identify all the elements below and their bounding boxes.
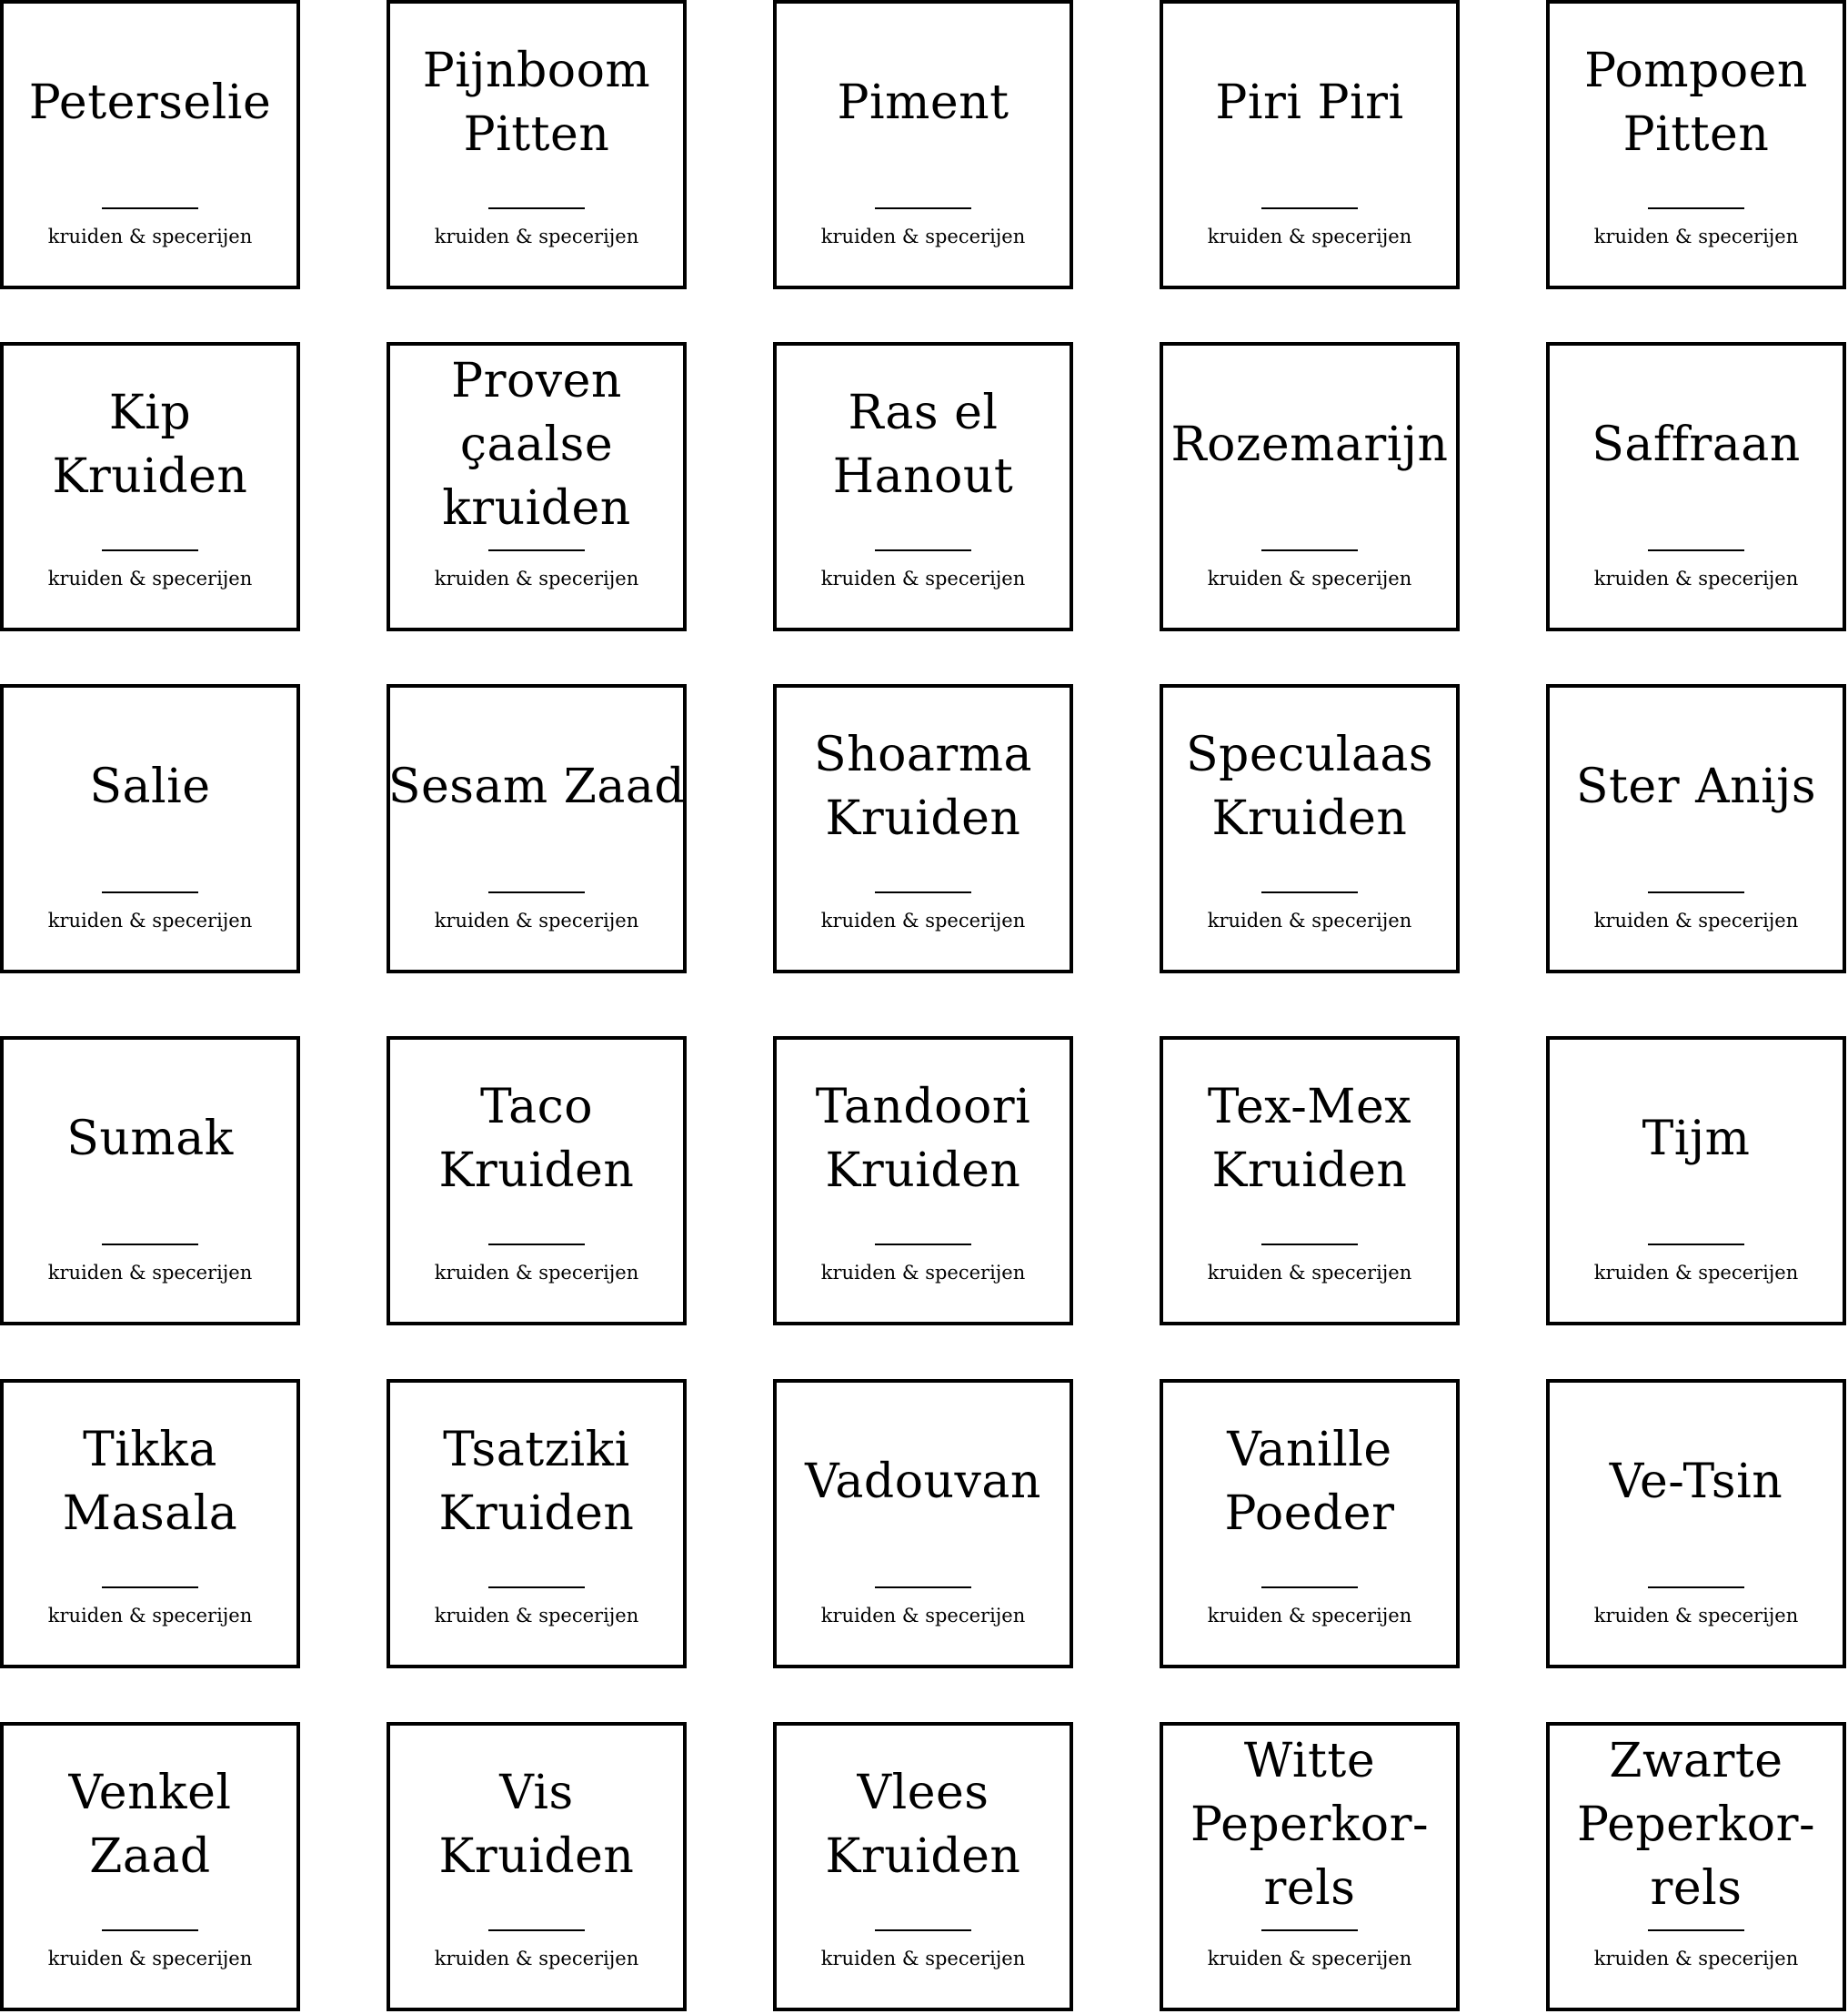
divider-line [1648,1586,1744,1588]
spice-name-line: Kruiden [1211,1143,1408,1198]
divider-line [102,207,198,209]
spice-name-area [1163,4,1456,202]
spice-name-area [4,688,296,886]
divider-line [875,1929,971,1931]
spice-label [0,0,300,289]
divider-line [1261,549,1358,551]
divider-line [488,1244,585,1245]
spice-name [438,349,635,540]
spice-name-area [777,688,1070,886]
spice-name-line: Kruiden [825,791,1021,846]
divider-line [488,549,585,551]
spice-name [63,1107,236,1171]
spice-name-line: Proven [451,354,622,408]
spice-name-line: Salie [89,760,211,814]
spice-label [0,1036,300,1325]
divider-line [488,1929,585,1931]
spice-name-line: Zwarte [1609,1734,1783,1788]
spice-label [1160,1379,1460,1668]
spice-label [387,1722,687,2011]
divider-line [102,1244,198,1245]
spice-name-line: Vanille [1227,1423,1392,1477]
spice-name-area [4,1040,296,1238]
spice-name-line: Pitten [1622,107,1770,162]
spice-label [0,684,300,973]
label-subtitle: kruiden & specerijen [47,910,253,931]
spice-name [822,1761,1025,1888]
label-subtitle: kruiden & specerijen [820,1262,1026,1284]
label-subtitle: kruiden & specerijen [820,226,1026,247]
spice-name-line: Sumak [66,1112,234,1166]
spice-name [829,381,1018,509]
spice-name-area [777,1726,1070,1924]
spice-label [1546,684,1846,973]
label-subtitle: kruiden & specerijen [434,568,639,589]
spice-label [773,0,1073,289]
divider-line [1648,207,1744,209]
spice-name [436,1075,638,1203]
spice-name-line: Sesam Zaad [387,760,686,814]
label-subtitle: kruiden & specerijen [434,1605,639,1626]
label-subtitle: kruiden & specerijen [1593,1605,1799,1626]
spice-name-line: Venkel [68,1766,232,1820]
spice-name-line: Taco [479,1080,594,1134]
divider-line [1648,1244,1744,1245]
divider-line [875,549,971,551]
label-subtitle: kruiden & specerijen [820,1605,1026,1626]
divider-line [875,207,971,209]
label-subtitle: kruiden & specerijen [1593,910,1799,931]
spice-label [773,684,1073,973]
spice-name-line: Ster Anijs [1575,760,1817,814]
divider-line [102,891,198,893]
divider-line [875,1586,971,1588]
spice-label [1160,0,1460,289]
divider-line [102,1586,198,1588]
divider-line [1648,891,1744,893]
spice-name-line: Kip [108,386,192,440]
spice-name-area [1550,1383,1843,1581]
spice-label [1546,1379,1846,1668]
label-subtitle: kruiden & specerijen [434,1262,639,1284]
spice-label [1160,1722,1460,2011]
spice-name [419,39,654,166]
spice-name-line: Vis [499,1766,574,1820]
label-subtitle: kruiden & specerijen [820,910,1026,931]
spice-label [387,0,687,289]
spice-name-area [390,1040,683,1238]
spice-name-area [1163,1383,1456,1581]
spice-name [1581,39,1812,166]
spice-name [385,755,688,819]
spice-name-line: Peterselie [28,76,272,130]
spice-name-area [1163,346,1456,544]
spice-name-area [390,1726,683,1924]
spice-label [773,1379,1073,1668]
label-subtitle: kruiden & specerijen [820,1948,1026,1969]
label-subtitle: kruiden & specerijen [47,1948,253,1969]
spice-name [436,1418,638,1546]
spice-name-line: Vlees [857,1766,989,1820]
spice-name [801,1450,1045,1514]
spice-name [1204,1075,1415,1203]
spice-name-line: Speculaas [1185,728,1434,782]
label-subtitle: kruiden & specerijen [434,226,639,247]
spice-name [436,1761,638,1888]
label-subtitle: kruiden & specerijen [47,1605,253,1626]
spice-name-line: Witte [1243,1734,1376,1788]
spice-label [1546,1722,1846,2011]
spice-name-area [4,1726,296,1924]
label-subtitle: kruiden & specerijen [47,1262,253,1284]
spice-name-line: rels [1263,1861,1356,1916]
spice-name-area [387,688,686,886]
divider-line [488,207,585,209]
spice-name-area [1550,1726,1843,1924]
spice-name [1573,1729,1819,1920]
spice-name-line: Kruiden [438,1143,635,1198]
spice-name [85,755,214,819]
spice-label [387,342,687,631]
spice-name [65,1761,236,1888]
spice-name [59,1418,242,1546]
divider-line [1648,549,1744,551]
spice-name-line: çaalse [459,418,614,472]
spice-name-line: Ve-Tsin [1609,1455,1783,1509]
spice-name-area [1550,688,1843,886]
spice-name-area [4,4,296,202]
spice-name [1187,1729,1432,1920]
spice-name-area [1163,688,1456,886]
spice-name-area [1163,1040,1456,1238]
spice-name-area [1163,1726,1456,1924]
label-subtitle: kruiden & specerijen [47,568,253,589]
spice-name [1639,1107,1754,1171]
spice-label [773,1036,1073,1325]
spice-name-line: Rozemarijn [1170,418,1449,472]
spice-name-line: Shoarma [813,728,1033,782]
label-subtitle: kruiden & specerijen [1207,1948,1412,1969]
spice-name [25,71,275,135]
divider-line [102,549,198,551]
label-subtitle: kruiden & specerijen [434,1948,639,1969]
spice-name-line: Kruiden [52,449,248,504]
spice-name-line: kruiden [442,481,631,536]
spice-label [1546,342,1846,631]
divider-line [875,1244,971,1245]
spice-label [1546,0,1846,289]
spice-name-area [1550,1040,1843,1238]
spice-label [387,1379,687,1668]
divider-line [1648,1929,1744,1931]
divider-line [1261,1244,1358,1245]
label-subtitle: kruiden & specerijen [1207,910,1412,931]
spice-name-line: Kruiden [438,1486,635,1541]
spice-name-line: Piment [837,76,1009,130]
spice-label [387,1036,687,1325]
divider-line [102,1929,198,1931]
label-subtitle: kruiden & specerijen [1593,1262,1799,1284]
spice-name [1167,413,1451,477]
spice-label [773,342,1073,631]
spice-label [773,1722,1073,2011]
spice-label [1160,1036,1460,1325]
spice-name-area [777,346,1070,544]
spice-name-line: Ras el [848,386,999,440]
spice-label [1546,1036,1846,1325]
label-subtitle: kruiden & specerijen [1207,226,1412,247]
label-subtitle: kruiden & specerijen [434,910,639,931]
spice-name [1572,755,1820,819]
spice-label [1160,342,1460,631]
spice-name-area [777,1040,1070,1238]
divider-line [1261,207,1358,209]
spice-label [1160,684,1460,973]
spice-name-line: Zaad [89,1829,211,1884]
spice-name [49,381,252,509]
label-subtitle: kruiden & specerijen [1593,568,1799,589]
spice-name-line: Kruiden [825,1143,1021,1198]
label-subtitle: kruiden & specerijen [1207,1262,1412,1284]
spice-name [1211,71,1407,135]
spice-name-line: Tex-Mex [1207,1080,1412,1134]
spice-name-line: Masala [62,1486,238,1541]
spice-name-area [777,1383,1070,1581]
divider-line [488,1586,585,1588]
spice-name-line: Tijm [1642,1112,1751,1166]
spice-label [0,1722,300,2011]
spice-name [810,723,1036,851]
divider-line [1261,891,1358,893]
spice-name-line: Piri Piri [1215,76,1404,130]
spice-name-line: Hanout [832,449,1014,504]
spice-name-line: Saffraan [1592,418,1801,472]
spice-name-area [1550,4,1843,202]
spice-name-line: Kruiden [825,1829,1021,1884]
spice-name-line: Tandoori [815,1080,1031,1134]
divider-line [875,891,971,893]
spice-name-line: Pompoen [1584,44,1808,98]
spice-name-area [777,4,1070,202]
divider-line [488,891,585,893]
label-subtitle: kruiden & specerijen [1593,1948,1799,1969]
label-subtitle: kruiden & specerijen [47,226,253,247]
spice-name-line: rels [1650,1861,1743,1916]
label-subtitle: kruiden & specerijen [820,568,1026,589]
spice-name [1182,723,1437,851]
spice-label [0,342,300,631]
spice-name-area [4,1383,296,1581]
spice-name-line: Tsatziki [443,1423,630,1477]
spice-name-line: Peperkor- [1190,1797,1430,1852]
spice-name-line: Vadouvan [805,1455,1041,1509]
spice-name-line: Peperkor- [1576,1797,1816,1852]
label-subtitle: kruiden & specerijen [1207,568,1412,589]
spice-name-line: Poeder [1224,1486,1395,1541]
spice-name-line: Pitten [463,107,610,162]
spice-name [1606,1450,1786,1514]
spice-label [387,684,687,973]
spice-name-area [390,346,683,544]
spice-name-line: Tikka [83,1423,217,1477]
spice-name [1588,413,1803,477]
label-subtitle: kruiden & specerijen [1593,226,1799,247]
spice-name-line: Kruiden [438,1829,635,1884]
divider-line [1261,1929,1358,1931]
divider-line [1261,1586,1358,1588]
spice-name [1221,1418,1399,1546]
spice-name-line: Kruiden [1211,791,1408,846]
spice-name-area [390,1383,683,1581]
spice-name [833,71,1012,135]
spice-name-area [390,4,683,202]
spice-name-area [4,346,296,544]
spice-name-area [1550,346,1843,544]
spice-name [812,1075,1035,1203]
spice-name-line: Pijnboom [422,44,651,98]
label-subtitle: kruiden & specerijen [1207,1605,1412,1626]
spice-label [0,1379,300,1668]
